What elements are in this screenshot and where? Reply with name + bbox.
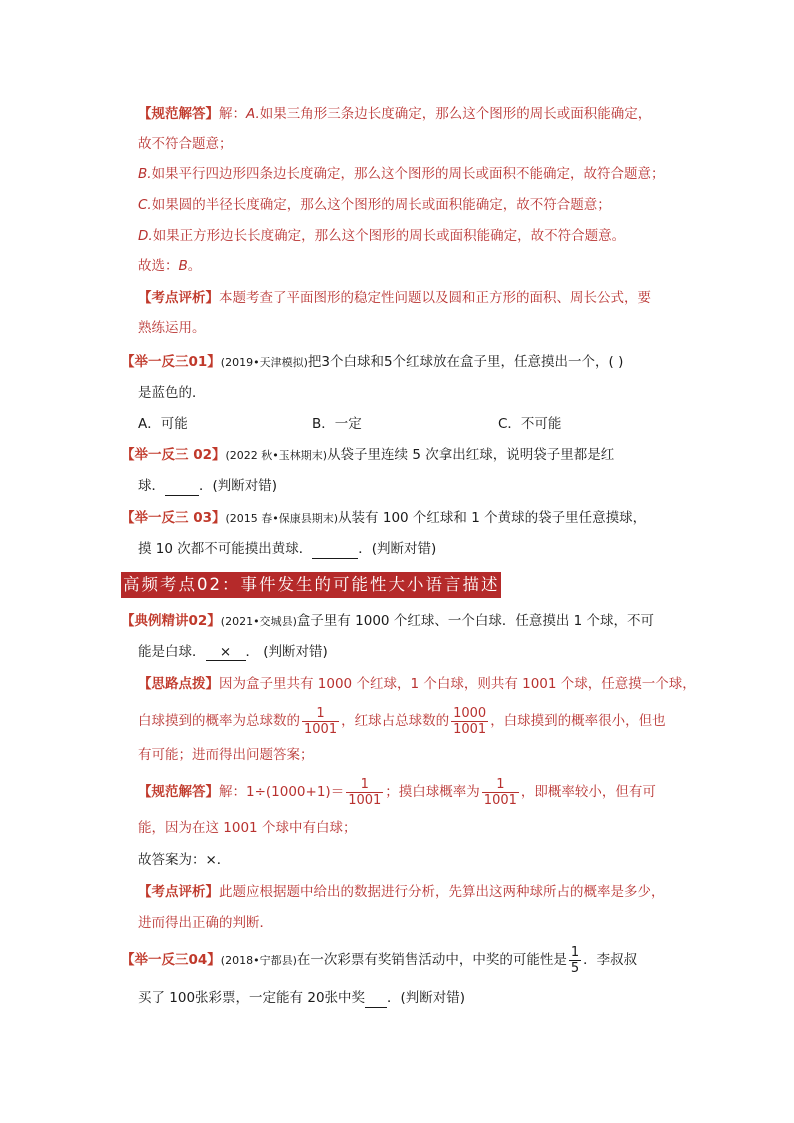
question-02-line-2: 球． ．(判断对错)	[138, 478, 278, 494]
option-c: C．不可能	[498, 416, 562, 432]
answer-blank[interactable]	[312, 544, 358, 559]
question-04-line-1: 【举一反三04】(2018•宁都县)在一次彩票有奖销售活动中，中奖的可能性是 $\frac{1}{5}$ ．李叔叔	[121, 944, 638, 976]
solution-line-1: 【规范解答】解：A.如果三角形三条边长度确定，那么这个图形的周长或面积能确定，	[138, 106, 652, 122]
example-tag: 【典例精讲02】	[121, 613, 221, 629]
example-02-line-1: 【典例精讲02】(2021•交城县)盒子里有 1000 个红球、一个白球．任意摸出 1 个球，不可	[121, 613, 654, 629]
solution-line-6: 故选：B。	[138, 258, 202, 274]
solution-line-5: D.如果正方形边长长度确定，那么这个图形的周长或面积能确定，故不符合题意。	[138, 228, 626, 244]
hint-line-1: 【思路点拨】因为盒子里共有 1000 个红球，1 个白球，则共有 1001 个球，任意摸一个球，	[138, 676, 696, 692]
question-01-line-1: 【举一反三01】(2019•天津模拟)把3个白球和5个红球放在盒子里，任意摸出一个，( )	[121, 354, 624, 370]
review2-line-1: 【考点评析】此题应根据题中给出的数据进行分析，先算出这两种球所占的概率是多少，	[138, 884, 665, 900]
question-03-line-2: 摸 10 次都不可能摸出黄球． ．(判断对错)	[138, 541, 437, 557]
question-tag: 【举一反三 03】	[121, 510, 226, 526]
question-03-line-1: 【举一反三 03】(2015 春•保康县期末)从装有 100 个红球和 1 个黄球的袋子里任意摸球，	[121, 510, 647, 526]
solution-tag: 【规范解答】	[138, 784, 219, 800]
answer-blank[interactable]	[365, 993, 387, 1008]
question-tag: 【举一反三01】	[121, 354, 221, 370]
review-tag: 【考点评析】	[138, 290, 219, 306]
answer-filled: ×	[206, 645, 246, 661]
solution2-line-1: 【规范解答】解：1÷(1000+1)＝ $\frac{1}{1001}$ ；摸白球概率为 $\frac{1}{1001}$ ，即概率较小，但有可	[138, 776, 656, 808]
fraction: $\frac{1}{5}$	[570, 944, 580, 976]
solution-line-3: B.如果平行四边形四条边长度确定，那么这个图形的周长或面积不能确定，故符合题意；	[138, 166, 665, 182]
fraction: $\frac{1}{1001}$	[348, 776, 382, 808]
hint-line-3: 有可能；进而得出问题答案；	[138, 747, 314, 763]
question-04-line-2: 买了 100张彩票，一定能有 20张中奖 ．(判断对错)	[138, 990, 466, 1006]
question-tag: 【举一反三 02】	[121, 447, 226, 463]
fraction: $\frac{1}{1001}$	[483, 776, 517, 808]
fraction: $\frac{1000}{1001}$	[453, 705, 487, 737]
solution2-line-2: 能，因为在这 1001 个球中有白球；	[138, 820, 357, 836]
review-line-2: 熟练运用。	[138, 320, 206, 336]
solution2-line-3: 故答案为：×．	[138, 852, 231, 868]
section-banner: 高频考点02：事件发生的可能性大小语言描述	[121, 572, 501, 598]
hint-tag: 【思路点拨】	[138, 676, 219, 692]
question-tag: 【举一反三04】	[121, 952, 221, 968]
review-tag: 【考点评析】	[138, 884, 219, 900]
solution-tag: 【规范解答】	[138, 106, 219, 122]
option-b: B．一定	[312, 416, 362, 432]
review-line-1: 【考点评析】本题考查了平面图形的稳定性问题以及圆和正方形的面积、周长公式，要	[138, 290, 651, 306]
solution-line-4: C.如果圆的半径长度确定，那么这个图形的周长或面积能确定，故不符合题意；	[138, 197, 611, 213]
solution-line-2: 故不符合题意；	[138, 136, 233, 152]
hint-line-2: 白球摸到的概率为总球数的 $\frac{1}{1001}$ ，红球占总球数的 $\frac{1000}{1001}$ ，白球摸到的概率很小，但也	[138, 705, 666, 737]
example-02-line-2: 能是白球． × ． (判断对错)	[138, 644, 328, 660]
option-a: A．可能	[138, 416, 188, 432]
question-01-line-2: 是蓝色的．	[138, 385, 206, 401]
review2-line-2: 进而得出正确的判断．	[138, 915, 273, 931]
answer-blank[interactable]	[165, 481, 199, 496]
fraction: $\frac{1}{1001}$	[304, 705, 338, 737]
question-02-line-1: 【举一反三 02】(2022 秋•玉林期末)从袋子里连续 5 次拿出红球，说明袋子里都是红	[121, 447, 615, 463]
